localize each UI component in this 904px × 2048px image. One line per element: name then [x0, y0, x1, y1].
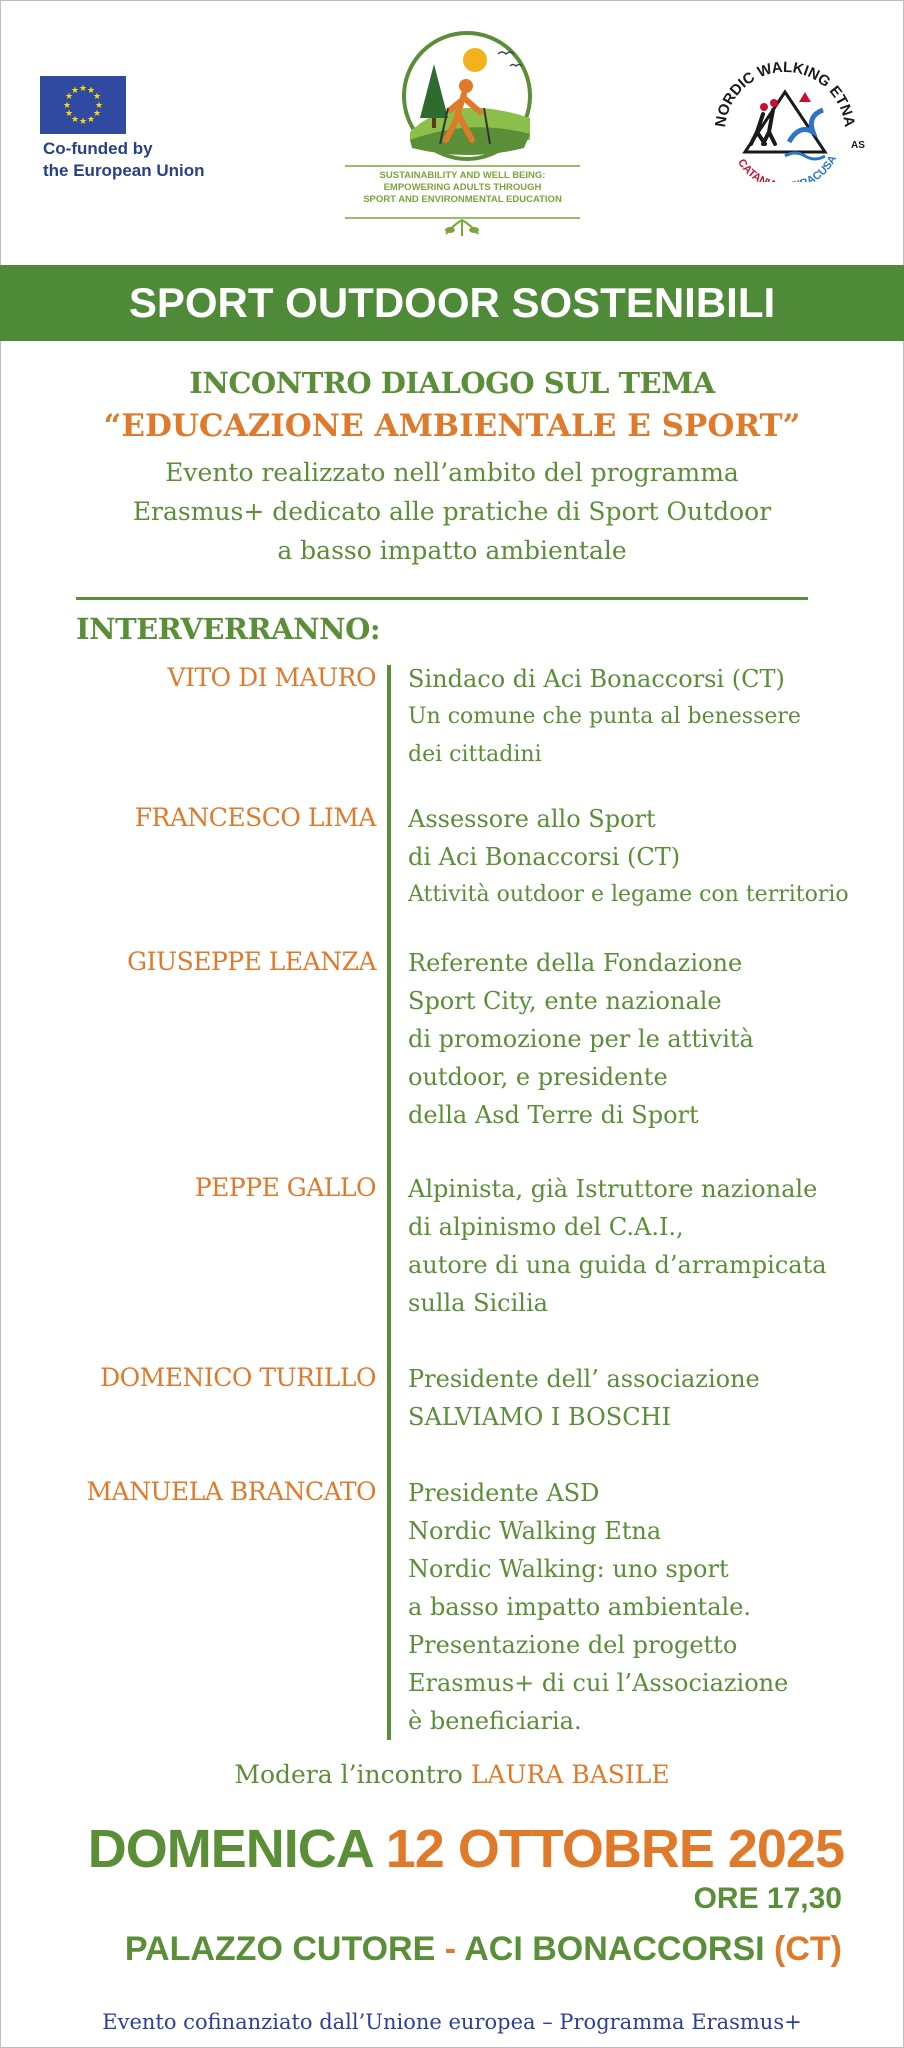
project-logo-caption: SUSTAINABILITY AND WELL BEING: EMPOWERING ADULTS THROUGH SPORT AND ENVIRONMENTAL EDUCATION — [363, 170, 562, 205]
speaker-line: Nordic Walking: uno sport — [408, 1555, 729, 1583]
speaker-line: della Asd Terre di Sport — [408, 1101, 699, 1129]
speaker-line: Nordic Walking Etna — [408, 1517, 662, 1545]
banner-title: SPORT OUTDOOR SOSTENIBILI — [128, 279, 776, 326]
nw-logo-city-1: CATAN — [735, 156, 770, 182]
svg-text:★: ★ — [70, 86, 80, 96]
event-day-month: 12 OTTOBRE — [385, 1819, 714, 1879]
speaker-name: PEPPE GALLO — [194, 1173, 376, 1202]
eu-flag-icon — [40, 76, 126, 134]
speaker-line: Un comune che punta al benessere — [408, 704, 801, 729]
speaker-line: è beneficiaria. — [408, 1707, 582, 1735]
moderator-line — [0, 1760, 904, 1789]
speaker-description — [408, 800, 849, 914]
svg-text:★: ★ — [92, 92, 102, 102]
nw-logo-asd: AS — [851, 140, 865, 151]
svg-text:★: ★ — [78, 117, 88, 127]
intro-theme: “EDUCAZIONE AMBIENTALE E SPORT” — [103, 408, 801, 444]
svg-text:CATANIA — [735, 157, 778, 182]
venue-town: ACI BONACCORSI — [464, 1930, 765, 1968]
speaker-line: di alpinismo del C.A.I., — [408, 1213, 684, 1241]
nordic-walking-etna-logo — [705, 52, 865, 182]
venue-separator: - — [435, 1930, 465, 1968]
speaker-name: MANUELA BRANCATO — [86, 1477, 376, 1506]
speaker-line: Presentazione del progetto — [408, 1631, 738, 1659]
moderator-prefix: Modera l’incontro — [234, 1760, 471, 1789]
speaker-line: a basso impatto ambientale. — [408, 1593, 752, 1621]
speaker-name: VITO DI MAURO — [167, 663, 376, 692]
speaker-line: sulla Sicilia — [408, 1289, 548, 1317]
speaker-line: Assessore allo Sport — [408, 805, 656, 833]
speaker-name: DOMENICO TURILLO — [100, 1363, 376, 1392]
speaker-line: Alpinista, già Istruttore nazionale — [408, 1175, 818, 1203]
venue-province: (CT) — [774, 1930, 842, 1968]
event-date — [88, 1818, 844, 1880]
speaker-line: outdoor, e presidente — [408, 1063, 668, 1091]
event-year: 2025 — [727, 1819, 844, 1879]
speaker-line: Erasmus+ di cui l’Associazione — [408, 1669, 789, 1697]
speaker-line: Sindaco di Aci Bonaccorsi (CT) — [408, 665, 785, 693]
svg-text:★: ★ — [86, 115, 96, 125]
project-logo — [340, 22, 585, 238]
divider — [76, 597, 808, 600]
event-venue — [125, 1930, 842, 1969]
svg-text:★: ★ — [64, 109, 74, 119]
nw-logo-city-2: ACUSA — [804, 153, 840, 182]
speaker-description — [408, 1360, 760, 1436]
svg-text:★: ★ — [92, 109, 102, 119]
speaker-line: di Aci Bonaccorsi (CT) — [408, 843, 681, 871]
speaker-name: FRANCESCO LIMA — [134, 803, 376, 832]
svg-text:★: ★ — [86, 86, 96, 96]
speaker-name: GIUSEPPE LEANZA — [127, 947, 376, 976]
eu-cofunded-label: Co-funded by the European Union — [43, 139, 205, 180]
speaker-line: Presidente ASD — [408, 1479, 600, 1507]
speaker-line: Presidente dell’ associazione — [408, 1365, 760, 1393]
speaker-line: Referente della Fondazione — [408, 949, 743, 977]
speaker-line: dei cittadini — [408, 742, 542, 767]
title-banner — [0, 265, 904, 341]
speaker-line: Attività outdoor e legame con territorio — [408, 882, 849, 907]
speaker-line: autore di una guida d’arrampicata — [408, 1251, 827, 1279]
speaker-description — [408, 660, 801, 774]
speaker-line: di promozione per le attività — [408, 1025, 754, 1053]
svg-text:★: ★ — [62, 101, 72, 111]
intro-heading: INCONTRO DIALOGO SUL TEMA — [189, 366, 715, 400]
speakers-divider-line — [387, 665, 391, 1740]
svg-text:★: ★ — [78, 84, 88, 94]
speaker-description — [408, 1474, 788, 1740]
speaker-description — [408, 1170, 827, 1322]
svg-text:★: ★ — [64, 92, 74, 102]
speaker-line: SALVIAMO I BOSCHI — [408, 1403, 671, 1431]
moderator-name: LAURA BASILE — [470, 1760, 670, 1789]
svg-text:★: ★ — [70, 115, 80, 125]
intro-desc-line-1: Evento realizzato nell’ambito del programma — [165, 458, 739, 487]
event-day: DOMENICA — [87, 1819, 372, 1879]
speaker-line: Sport City, ente nazionale — [408, 987, 722, 1015]
intro-desc-line-2: Erasmus+ dedicato alle pratiche di Sport Outdoor — [132, 497, 772, 526]
nw-logo-title: NORDIC WALKING ETNA — [712, 58, 858, 129]
svg-text:★: ★ — [94, 101, 104, 111]
speaker-description — [408, 944, 754, 1134]
venue-name: PALAZZO CUTORE — [124, 1930, 436, 1968]
nordic-walking-icon — [705, 52, 865, 182]
footer-note: Evento cofinanziato dall’Unione europea – Programma Erasmus+ — [102, 2010, 802, 2034]
speakers-heading: INTERVERRANNO: — [76, 612, 381, 646]
intro-desc-line-3: a basso impatto ambientale — [277, 536, 627, 565]
event-time: ORE 17,30 — [693, 1882, 842, 1915]
